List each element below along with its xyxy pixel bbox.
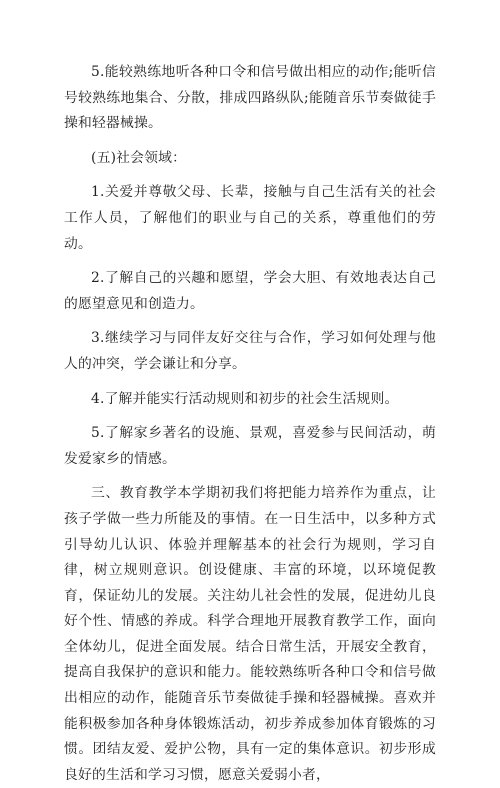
paragraph-social-4: 4.了解并能实行活动规则和初步的社会生活规则。 xyxy=(91,390,399,407)
document-page xyxy=(64,60,436,788)
paragraph-teaching-plan: 三、教育教学本学期初我们将把能力培养作为重点，让孩子学做一些力所能及的事情。在一日生活中，以多种方式引导幼儿认识、体验并理解基本的社会行为规则，学习自律，树立规则意识。创设健康、丰富的环境，以环境促教育，保证幼儿的发展。关注幼儿社会性的发展，促进幼儿良好个性、情感的养成。科学合理地开展教育教学工作，面向全体幼儿，促进全面发展。结合日常生活，开展安全教育，提高自我保护的意识和能力。能较熟练听各种口令和信号做出相应的动作，能随音乐节奏做徒手操和轻器械操。喜欢并能积极参加各种身体锻炼活动，初步养成参加体育锻炼的习惯。团结友爱、爱护公物，具有一定的集体意识。初步形成良好的生活和学习习惯，愿意关爱弱小者， xyxy=(64,485,436,783)
paragraph-social-3: 3.继续学习与同伴友好交往与合作，学习如何处理与他人的冲突，学会谦让和分享。 xyxy=(64,330,436,372)
paragraph-motor-skills: 5.能较熟练地听各种口令和信号做出相应的动作;能听信号较熟练地集合、分散，排成四路纵队;能随音乐节奏做徒手操和轻器械操。 xyxy=(64,64,436,132)
paragraph-social-5: 5.了解家乡著名的设施、景观，喜爱参与民间活动，萌发爱家乡的情感。 xyxy=(64,425,436,467)
paragraph-social-2: 2.了解自己的兴趣和愿望，学会大胆、有效地表达自己的愿望意见和创造力。 xyxy=(64,270,436,312)
paragraph-social-1: 1.关爱并尊敬父母、长辈，接触与自己生活有关的社会工作人员，了解他们的职业与自己的关系，尊重他们的劳动。 xyxy=(64,184,436,252)
section-heading-social: (五)社会领域： xyxy=(91,149,187,166)
